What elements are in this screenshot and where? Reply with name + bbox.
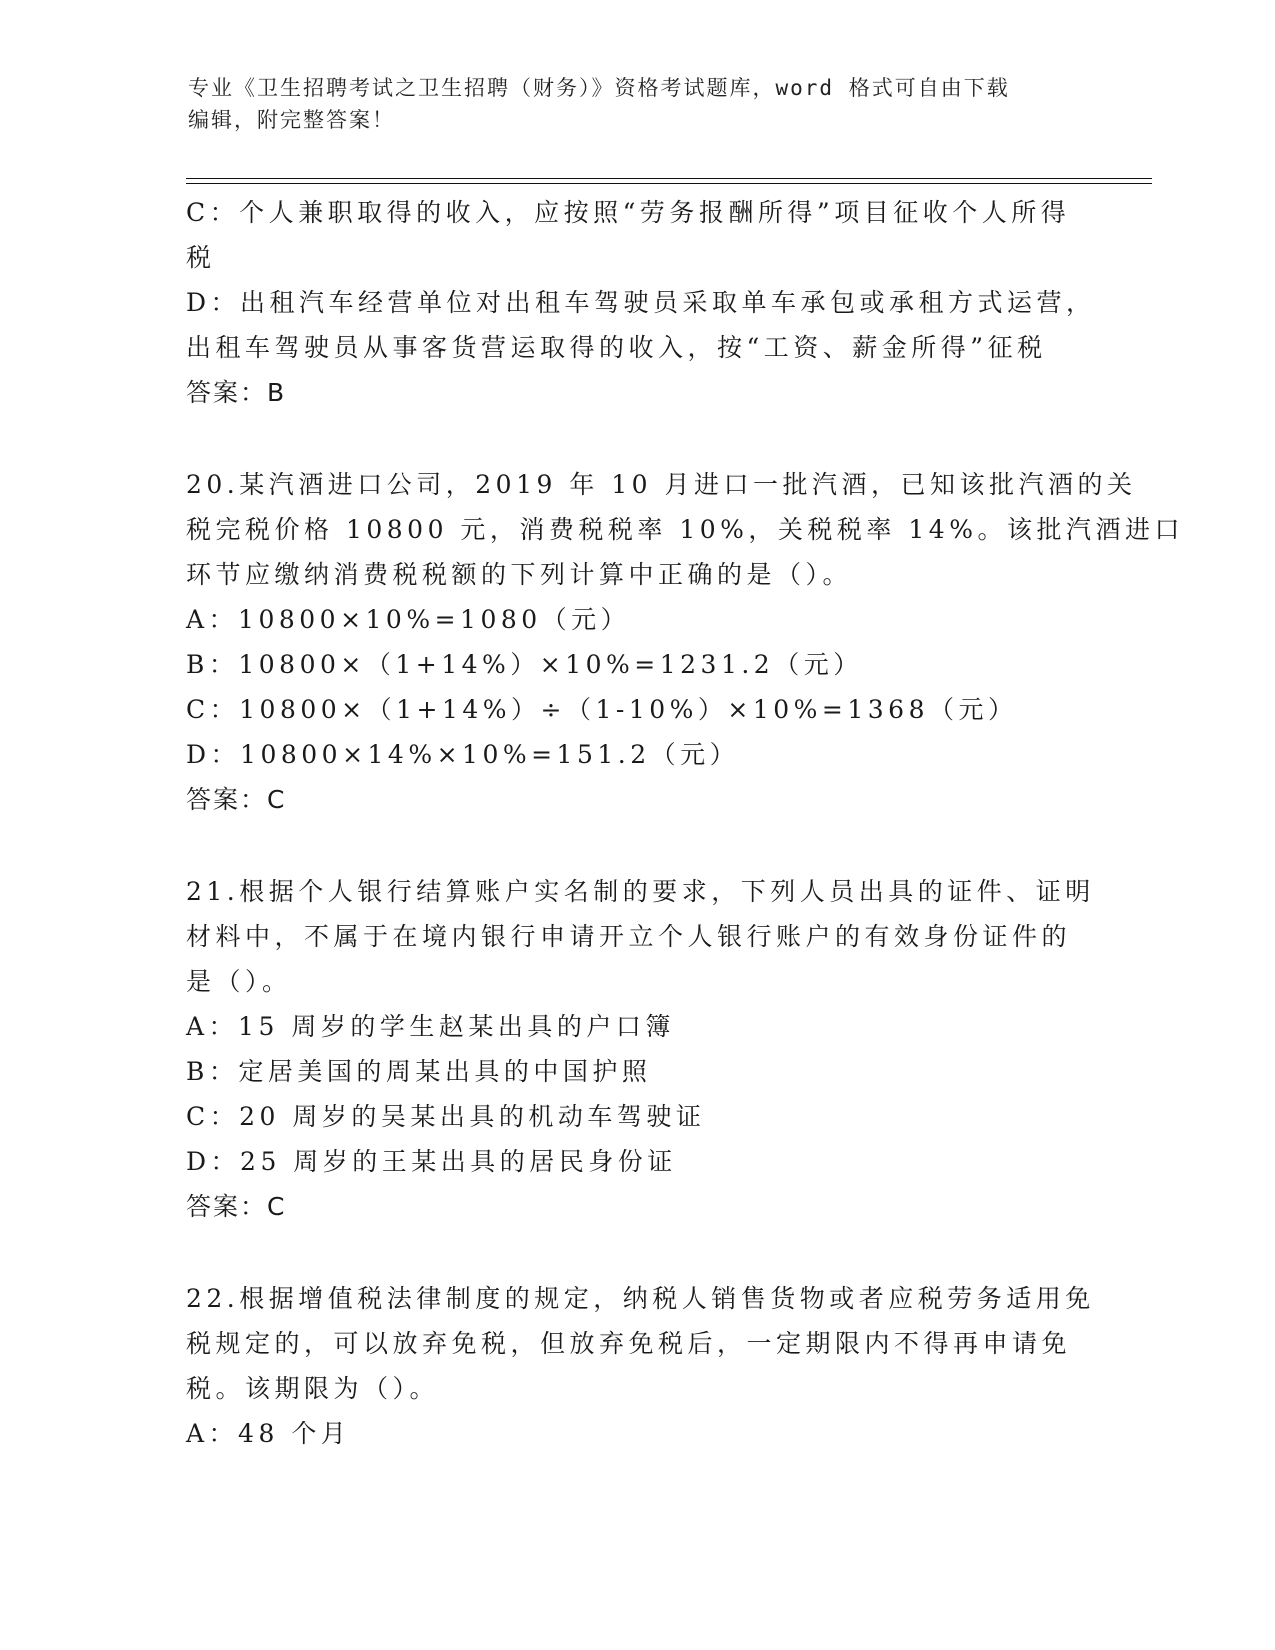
option-c-continued: 税 (186, 243, 216, 272)
option-d-continued: 出租车驾驶员从事客货营运取得的收入，按“工资、薪金所得”征税 (186, 333, 1047, 362)
document-body (186, 190, 1184, 1456)
answer: 答案：B (186, 378, 287, 407)
question-stem-continued: 材料中，不属于在境内银行申请开立个人银行账户的有效身份证件的 (186, 922, 1072, 951)
spacer (186, 415, 1086, 462)
question-stem-continued: 税规定的，可以放弃免税，但放弃免税后，一定期限内不得再申请免 (186, 1329, 1072, 1358)
spacer (186, 822, 1086, 869)
option-a: A：15 周岁的学生赵某出具的户口簿 (186, 1012, 675, 1041)
option-a: A：10800×10%=1080（元） (186, 605, 631, 634)
option-d: D：10800×14%×10%=151.2（元） (186, 740, 740, 769)
option-c: C：20 周岁的吴某出具的机动车驾驶证 (186, 1102, 706, 1131)
option-b: B：定居美国的周某出具的中国护照 (186, 1057, 652, 1086)
option-d: D：25 周岁的王某出具的居民身份证 (186, 1147, 677, 1176)
answer: 答案：C (186, 785, 287, 814)
spacer (186, 1229, 1086, 1276)
question-22 (186, 1276, 1095, 1456)
question-20 (186, 462, 1184, 822)
header-title-line1: 专业《卫生招聘考试之卫生招聘（财务）》资格考试题库，word 格式可自由下载 (188, 76, 1010, 100)
option-b: B：10800×（1+14%）×10%=1231.2（元） (186, 650, 863, 679)
question-stem-continued: 税。该期限为（）。 (186, 1374, 440, 1403)
question-stem-continued: 环节应缴纳消费税税额的下列计算中正确的是（）。 (186, 560, 853, 589)
question-19-continued (186, 190, 1096, 415)
option-c: C：10800×（1+14%）÷（1-10%）×10%=1368（元） (186, 695, 1018, 724)
option-d: D：出租汽车经营单位对出租车驾驶员采取单车承包或承租方式运营， (186, 288, 1096, 317)
question-stem-continued: 是（）。 (186, 967, 292, 996)
question-stem: 21.根据个人银行结算账户实名制的要求，下列人员出具的证件、证明 (186, 877, 1095, 906)
header-title-line2: 编辑，附完整答案！ (188, 108, 395, 132)
document-header (188, 72, 1068, 136)
question-21 (186, 869, 1095, 1229)
answer: 答案：C (186, 1192, 287, 1221)
header-divider (186, 178, 1152, 184)
question-stem: 22.根据增值税法律制度的规定，纳税人销售货物或者应税劳务适用免 (186, 1284, 1095, 1313)
option-c: C：个人兼职取得的收入，应按照“劳务报酬所得”项目征收个人所得 (186, 198, 1071, 227)
question-stem-continued: 税完税价格 10800 元，消费税税率 10%，关税税率 14%。该批汽酒进口 (186, 515, 1184, 544)
question-stem: 20.某汽酒进口公司，2019 年 10 月进口一批汽酒，已知该批汽酒的关 (186, 470, 1137, 499)
option-a: A：48 个月 (186, 1419, 351, 1448)
